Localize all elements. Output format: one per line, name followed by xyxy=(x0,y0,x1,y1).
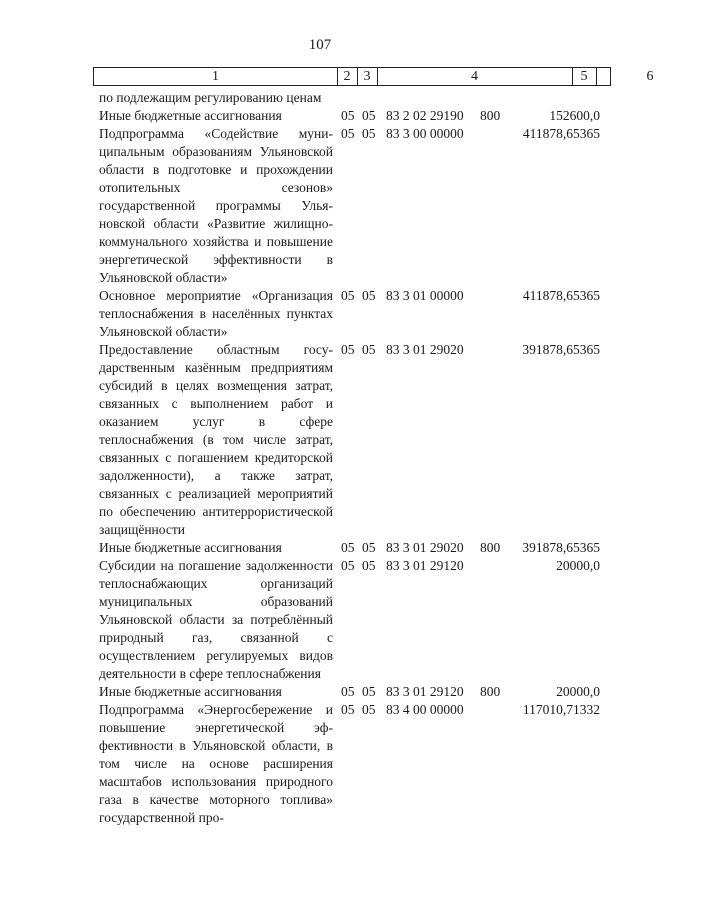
row-name: Иные бюджетные ассигнования xyxy=(99,108,282,123)
table-row xyxy=(0,341,640,539)
column-header-6: 6 xyxy=(646,69,654,84)
row-amount: 20000,0 xyxy=(556,684,600,699)
row-target-code: 83 2 02 29190 xyxy=(386,108,464,123)
row-section: 05 xyxy=(341,126,355,141)
page-number: 107 xyxy=(308,37,332,53)
row-subsection: 05 xyxy=(362,126,376,141)
row-name: Предоставление областным государственным казённым предприятиям субсидий в целях возмещения затрат, связанных с выполнением работ и оказанием услуг в сфере теплоснабжения (в том числе затрат, связанных с погашением кредиторской задолженности), а также затрат, связанных с реализацией мероприятий по обеспечению антитеррористической защищённости xyxy=(99,342,333,537)
row-target-code: 83 3 01 29020 xyxy=(386,342,464,357)
column-header-3: 3 xyxy=(357,68,378,85)
row-section: 05 xyxy=(341,288,355,303)
row-section: 05 xyxy=(341,540,355,555)
row-expense-type: 800 xyxy=(480,684,501,699)
row-expense-type: 800 xyxy=(480,540,501,555)
table-row xyxy=(0,557,640,683)
row-name: по подлежащим регулированию ценам xyxy=(99,90,322,105)
table-row xyxy=(0,125,640,287)
row-section: 05 xyxy=(341,108,355,123)
row-section: 05 xyxy=(341,558,355,573)
table-row xyxy=(0,107,640,125)
row-name: Субсидии на погашение задолженности теплоснабжающих организаций муниципальных образований Ульяновской области за потреблённый природный газ, связанной с осуществлением регулируемых видов деятельности в сфере теплоснабжения xyxy=(99,558,333,681)
column-header-5: 5 xyxy=(572,68,597,85)
row-target-code: 83 3 01 00000 xyxy=(386,288,464,303)
row-name: Иные бюджетные ассигнования xyxy=(99,684,282,699)
row-amount: 117010,71332 xyxy=(522,702,600,717)
row-name: Подпрограмма «Энергосбережение и повышение энергетической эффективности в Ульяновской области, в том числе на основе расширения масштабов использования природного газа в качестве моторного топлива» государственной про- xyxy=(99,702,333,825)
row-section: 05 xyxy=(341,702,355,717)
row-amount: 411878,65365 xyxy=(522,288,600,303)
row-target-code: 83 3 01 29120 xyxy=(386,684,464,699)
table-row xyxy=(0,683,640,701)
row-name: Основное мероприятие «Организация теплоснабжения в населённых пунктах Ульяновской области» xyxy=(99,288,333,339)
table-row xyxy=(0,89,640,107)
column-header-row xyxy=(93,67,654,86)
table-row xyxy=(0,287,640,341)
row-amount: 391878,65365 xyxy=(522,342,600,357)
table-row xyxy=(0,539,640,557)
table-row xyxy=(0,701,640,827)
row-subsection: 05 xyxy=(362,108,376,123)
row-subsection: 05 xyxy=(362,558,376,573)
row-name: Подпрограмма «Содействие муниципальным образованиям Ульяновской области в подготовке и прохождении отопительных сезонов» государственной программы Ульяновской области «Развитие жилищно-коммунального хозяйства и повышение энергетической эффективности в Ульяновской области» xyxy=(99,126,333,285)
row-target-code: 83 3 01 29020 xyxy=(386,540,464,555)
row-amount: 152600,0 xyxy=(549,108,600,123)
row-subsection: 05 xyxy=(362,702,376,717)
column-header-1: 1 xyxy=(94,68,338,85)
row-section: 05 xyxy=(341,342,355,357)
row-subsection: 05 xyxy=(362,288,376,303)
row-subsection: 05 xyxy=(362,540,376,555)
budget-table-body xyxy=(0,89,640,827)
row-target-code: 83 3 01 29120 xyxy=(386,558,464,573)
row-target-code: 83 3 00 00000 xyxy=(386,126,464,141)
row-amount: 391878,65365 xyxy=(522,540,600,555)
row-subsection: 05 xyxy=(362,342,376,357)
row-section: 05 xyxy=(341,684,355,699)
row-target-code: 83 4 00 00000 xyxy=(386,702,464,717)
row-expense-type: 800 xyxy=(480,108,501,123)
row-name: Иные бюджетные ассигнования xyxy=(99,540,282,555)
row-subsection: 05 xyxy=(362,684,376,699)
column-header-2: 2 xyxy=(337,68,358,85)
row-amount: 411878,65365 xyxy=(522,126,600,141)
row-amount: 20000,0 xyxy=(556,558,600,573)
column-header-4: 4 xyxy=(377,68,573,85)
